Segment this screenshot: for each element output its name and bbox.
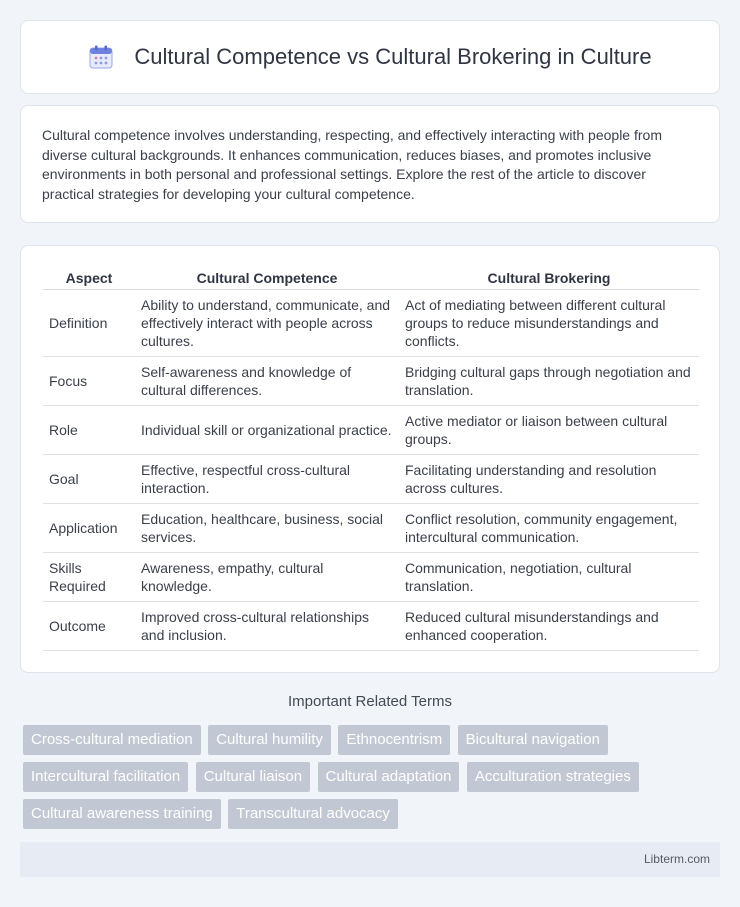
table-row	[43, 553, 699, 602]
tag-cross-cultural-mediation[interactable]: Cross-cultural mediation	[23, 725, 201, 755]
table-row	[43, 602, 699, 651]
comparison-table	[43, 266, 699, 651]
row-aspect: Application	[43, 504, 135, 553]
row-aspect: Skills Required	[43, 553, 135, 602]
row-brokering: Act of mediating between different cultural groups to reduce misunderstandings and conflicts.	[399, 290, 699, 357]
row-competence: Improved cross-cultural relationships and inclusion.	[135, 602, 399, 651]
table-header-row	[43, 266, 699, 290]
title-card	[20, 20, 720, 94]
row-competence: Awareness, empathy, cultural knowledge.	[135, 553, 399, 602]
header-cultural-competence: Cultural Competence	[135, 266, 399, 290]
row-brokering: Communication, negotiation, cultural translation.	[399, 553, 699, 602]
row-brokering: Conflict resolution, community engagement, intercultural communication.	[399, 504, 699, 553]
table-row	[43, 455, 699, 504]
row-aspect: Role	[43, 406, 135, 455]
tag-cultural-humility[interactable]: Cultural humility	[208, 725, 331, 755]
row-aspect: Outcome	[43, 602, 135, 651]
related-terms-title: Important Related Terms	[288, 693, 452, 710]
calendar-icon	[88, 44, 114, 70]
tag-bicultural-navigation[interactable]: Bicultural navigation	[458, 725, 608, 755]
tag-transcultural-advocacy[interactable]: Transcultural advocacy	[228, 799, 398, 829]
table-row	[43, 357, 699, 406]
row-brokering: Facilitating understanding and resolution across cultures.	[399, 455, 699, 504]
row-competence: Individual skill or organizational practice.	[135, 406, 399, 455]
table-row	[43, 504, 699, 553]
table-row	[43, 290, 699, 357]
row-competence: Effective, respectful cross-cultural interaction.	[135, 455, 399, 504]
row-brokering: Active mediator or liaison between cultural groups.	[399, 406, 699, 455]
tag-cultural-adaptation[interactable]: Cultural adaptation	[318, 762, 460, 792]
footer	[20, 842, 720, 877]
tag-intercultural-facilitation[interactable]: Intercultural facilitation	[23, 762, 188, 792]
related-terms-list	[23, 725, 703, 836]
row-brokering: Reduced cultural misunderstandings and enhanced cooperation.	[399, 602, 699, 651]
row-competence: Ability to understand, communicate, and effectively interact with people across cultures.	[135, 290, 399, 357]
row-competence: Self-awareness and knowledge of cultural differences.	[135, 357, 399, 406]
intro-text: Cultural competence involves understanding, respecting, and effectively interacting with people from diverse cultural backgrounds. It enhances communication, reduces biases, and promotes inclusive environments in both personal and professional settings. Explore the rest of the article to discover practical strategies for developing your cultural competence.	[42, 127, 662, 202]
header-aspect: Aspect	[43, 266, 135, 290]
comparison-card	[20, 245, 720, 673]
row-brokering: Bridging cultural gaps through negotiation and translation.	[399, 357, 699, 406]
tag-cultural-liaison[interactable]: Cultural liaison	[196, 762, 310, 792]
tag-cultural-awareness-training[interactable]: Cultural awareness training	[23, 799, 221, 829]
intro-card	[20, 105, 720, 223]
row-aspect: Focus	[43, 357, 135, 406]
tag-acculturation-strategies[interactable]: Acculturation strategies	[467, 762, 639, 792]
row-aspect: Definition	[43, 290, 135, 357]
footer-brand[interactable]: Libterm.com	[643, 852, 710, 866]
tag-ethnocentrism[interactable]: Ethnocentrism	[338, 725, 450, 755]
row-competence: Education, healthcare, business, social services.	[135, 504, 399, 553]
table-row	[43, 406, 699, 455]
header-cultural-brokering: Cultural Brokering	[399, 266, 699, 290]
page-title: Cultural Competence vs Cultural Brokering in Culture	[134, 44, 652, 69]
row-aspect: Goal	[43, 455, 135, 504]
